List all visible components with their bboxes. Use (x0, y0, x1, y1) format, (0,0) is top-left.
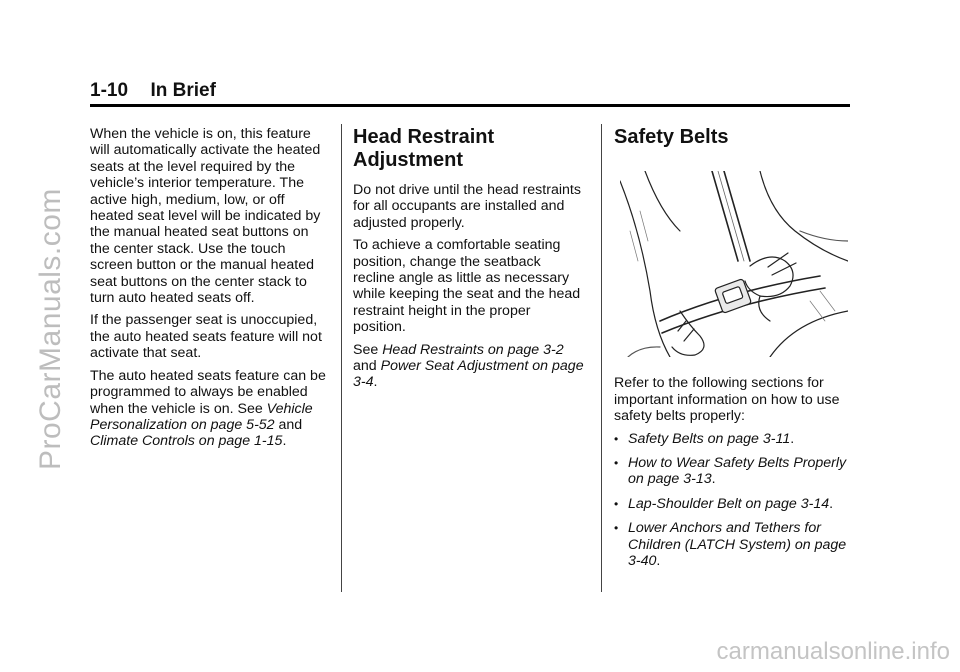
link-safety-belts[interactable]: Safety Belts on page 3-11 (628, 430, 791, 447)
watermark-left: ProCarManuals.com (34, 188, 67, 470)
period-text: . (282, 433, 287, 450)
list-item: • How to Wear Safety Belts Properly on page 3-13. (614, 455, 847, 488)
list-item: • Safety Belts on page 3-11. (614, 430, 795, 447)
link-power-seat-adjustment[interactable]: Power Seat Adjustment on page 3-4 (353, 358, 584, 391)
list-item: • Lower Anchors and Tethers for Children (LATCH System) on page 3-40. (614, 520, 847, 570)
link-vehicle-personalization[interactable]: Vehicle Personalization on page 5-52 (90, 400, 313, 433)
page-number: 1-10 (90, 80, 129, 101)
programming-text: The auto heated seats feature can be programmed to always be enabled when the vehicle is on. See (90, 367, 326, 417)
safety-belts-reference-list (614, 431, 854, 570)
bullet-icon: • (614, 456, 619, 471)
heading-head-restraint: Head Restraint Adjustment (353, 126, 495, 171)
section-title: In Brief (150, 80, 216, 101)
watermark-bottom: carmanualsonline.info (716, 638, 950, 665)
list-item: • Lap-Shoulder Belt on page 3-14. (614, 495, 834, 512)
column-divider (341, 124, 342, 592)
column-head-restraint (353, 126, 585, 397)
bullet-icon: • (614, 496, 619, 511)
link-head-restraints[interactable]: Head Restraints on page 3-2 (382, 341, 564, 358)
link-how-to-wear-safety-belts[interactable]: How to Wear Safety Belts Properly on page 3-13 (628, 455, 847, 488)
link-lower-anchors-tethers[interactable]: Lower Anchors and Tethers for Children (LATCH System) on page 3-40 (628, 520, 847, 570)
paragraph-safety-belts-intro: Refer to the following sections for important information on how to use safety belts properly: (614, 375, 840, 425)
page-header (90, 80, 850, 102)
link-climate-controls[interactable]: Climate Controls on page 1-15 (90, 433, 283, 450)
column-safety-belts (614, 126, 854, 577)
header-rule (90, 104, 850, 107)
see-text: See (353, 341, 383, 358)
link-lap-shoulder-belt[interactable]: Lap-Shoulder Belt on page 3-14 (628, 495, 830, 512)
safety-belt-illustration (620, 171, 848, 357)
bullet-icon: • (614, 431, 619, 446)
paragraph-see-also (353, 342, 585, 391)
paragraph-comfortable-position: To achieve a comfortable seating position, change the seatback recline angle as little as necessary while keeping the seat and the head restraint height in the proper position. (353, 237, 581, 336)
paragraph-auto-heated-seats: When the vehicle is on, this feature will automatically activate the heated seats at the level required by the vehicle’s interior temperature. The active high, medium, low, or off heated seat level will be indicated by the manual heated seat buttons on the center stack. Use the touch screen button or the manual heated seat buttons on the center stack to turn auto heated seats off. (90, 126, 321, 307)
heading-safety-belts: Safety Belts (614, 126, 729, 148)
column-heated-seats (90, 126, 330, 456)
paragraph-passenger-seat: If the passenger seat is unoccupied, the auto heated seats feature will not activate that seat. (90, 312, 322, 362)
bullet-icon: • (614, 521, 619, 536)
paragraph-do-not-drive: Do not drive until the head restraints for all occupants are installed and adjusted properly. (353, 182, 581, 231)
conjunction-text: and (274, 416, 303, 433)
column-divider (601, 124, 602, 592)
period-text: . (373, 374, 378, 391)
paragraph-programming (90, 368, 330, 450)
conjunction-text: and (353, 358, 381, 375)
